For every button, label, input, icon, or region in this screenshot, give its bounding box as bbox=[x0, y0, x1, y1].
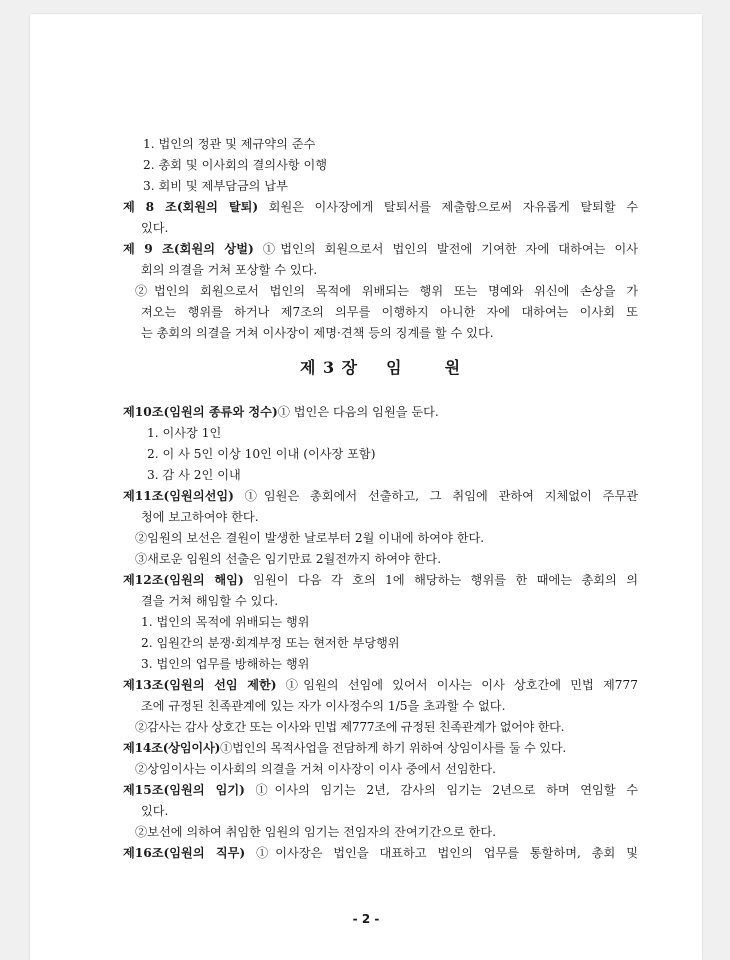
article-paragraph: ③새로운 임원의 선출은 임기만료 2월전까지 하여야 한다. bbox=[135, 552, 442, 566]
article-15: 제15조(임원의 임기) ①이사의 임기는 2년, 감사의 임기는 2년으로 하며 연임할 수 bbox=[123, 783, 638, 797]
list-item: 3. 감 사 2인 이내 bbox=[147, 468, 241, 482]
article-heading: 제16조(임원의 직무) bbox=[123, 846, 246, 860]
article-line: 회의 의결을 거쳐 포상할 수 있다. bbox=[141, 263, 318, 277]
article-8: 제 8 조(회원의 탈퇴) 회원은 이사장에게 탈퇴서를 제출함으로써 자유롭게 탈퇴할 수 bbox=[123, 200, 638, 214]
article-line: 있다. bbox=[141, 221, 169, 235]
list-item: 2. 총회 및 이사회의 결의사항 이행 bbox=[143, 158, 328, 172]
chapter-title: 제 3 장 임 원 bbox=[299, 358, 462, 377]
article-line: 있다. bbox=[141, 804, 169, 818]
article-heading: 제 9 조(회원의 상벌) bbox=[123, 242, 254, 256]
article-9: 제 9 조(회원의 상벌) ①법인의 회원으로서 법인의 발전에 기여한 자에 대하여는 이사 bbox=[123, 242, 639, 256]
article-line: 져오는 행위를 하거나 제7조의 의무를 이행하지 아니한 자에 대하여는 이사회 또 bbox=[141, 305, 638, 319]
article-heading: 제14조(상임이사) bbox=[123, 741, 221, 755]
article-heading: 제 8 조(회원의 탈퇴) bbox=[123, 200, 259, 214]
article-12: 제12조(임원의 해임) 임원이 다음 각 호의 1에 해당하는 행위를 한 때에는 총회의 의 bbox=[123, 573, 638, 587]
article-10: 제10조(임원의 종류와 정수) ① 법인은 다음의 임원을 둔다. bbox=[123, 402, 638, 423]
list-item: 2. 이 사 5인 이상 10인 이내 (이사장 포함) bbox=[147, 447, 376, 461]
article-heading: 제12조(임원의 해임) bbox=[123, 573, 244, 587]
document-page bbox=[30, 14, 702, 960]
article-heading: 제13조(임원의 선임 제한) bbox=[123, 678, 277, 692]
article-14: 제14조(상임이사) ①법인의 목적사업을 전담하게 하기 위하여 상임이사를 둘 수 있다. bbox=[123, 738, 638, 759]
article-paragraph: ②임원의 보선은 결원이 발생한 날로부터 2월 이내에 하여야 한다. bbox=[135, 531, 485, 545]
article-line: 결을 거쳐 해임할 수 있다. bbox=[141, 594, 279, 608]
list-item: 3. 회비 및 제부담금의 납부 bbox=[143, 179, 288, 193]
article-line: 는 총회의 의결을 거쳐 이사장이 제명·견책 등의 징계를 할 수 있다. bbox=[141, 326, 494, 340]
article-paragraph: ②감사는 감사 상호간 또는 이사와 민법 제777조에 규정된 친족관계가 없어야 한다. bbox=[135, 720, 565, 734]
article-16: 제16조(임원의 직무) ①이사장은 법인을 대표하고 법인의 업무를 통할하며, 총회 및 bbox=[123, 846, 638, 860]
article-line: 조에 규정된 친족관계에 있는 자가 이사정수의 1/5을 초과할 수 없다. bbox=[141, 699, 506, 713]
article-13: 제13조(임원의 선임 제한) ①임원의 선임에 있어서 이사는 이사 상호간에 민법 제777 bbox=[123, 678, 639, 692]
article-line: 청에 보고하여야 한다. bbox=[141, 510, 259, 524]
article-heading: 제15조(임원의 임기) bbox=[123, 783, 245, 797]
article-paragraph: ②상임이사는 이사회의 의결을 거쳐 이사장이 이사 중에서 선임한다. bbox=[135, 762, 497, 776]
list-item: 1. 이사장 1인 bbox=[147, 426, 222, 440]
article-paragraph: ②보선에 의하여 취임한 임원의 임기는 전임자의 잔여기간으로 한다. bbox=[135, 825, 497, 839]
article-paragraph: ②법인의 회원으로서 법인의 목적에 위배되는 행위 또는 명예와 위신에 손상을 가 bbox=[135, 284, 638, 298]
article-11: 제11조(임원의선임) ①임원은 총회에서 선출하고, 그 취임에 관하여 지체없이 주무관 bbox=[123, 489, 638, 503]
article-heading: 제10조(임원의 종류와 정수) bbox=[123, 405, 278, 419]
page-number: - 2 - bbox=[352, 912, 380, 926]
list-item: 1. 법인의 목적에 위배되는 행위 bbox=[141, 615, 310, 629]
list-item: 2. 임원간의 분쟁·회계부정 또는 현저한 부당행위 bbox=[141, 636, 400, 650]
document-body bbox=[123, 134, 638, 864]
list-item: 1. 법인의 정관 및 제규약의 준수 bbox=[143, 137, 316, 151]
article-heading: 제11조(임원의선임) bbox=[123, 489, 234, 503]
list-item: 3. 법인의 업무를 방해하는 행위 bbox=[141, 657, 310, 671]
